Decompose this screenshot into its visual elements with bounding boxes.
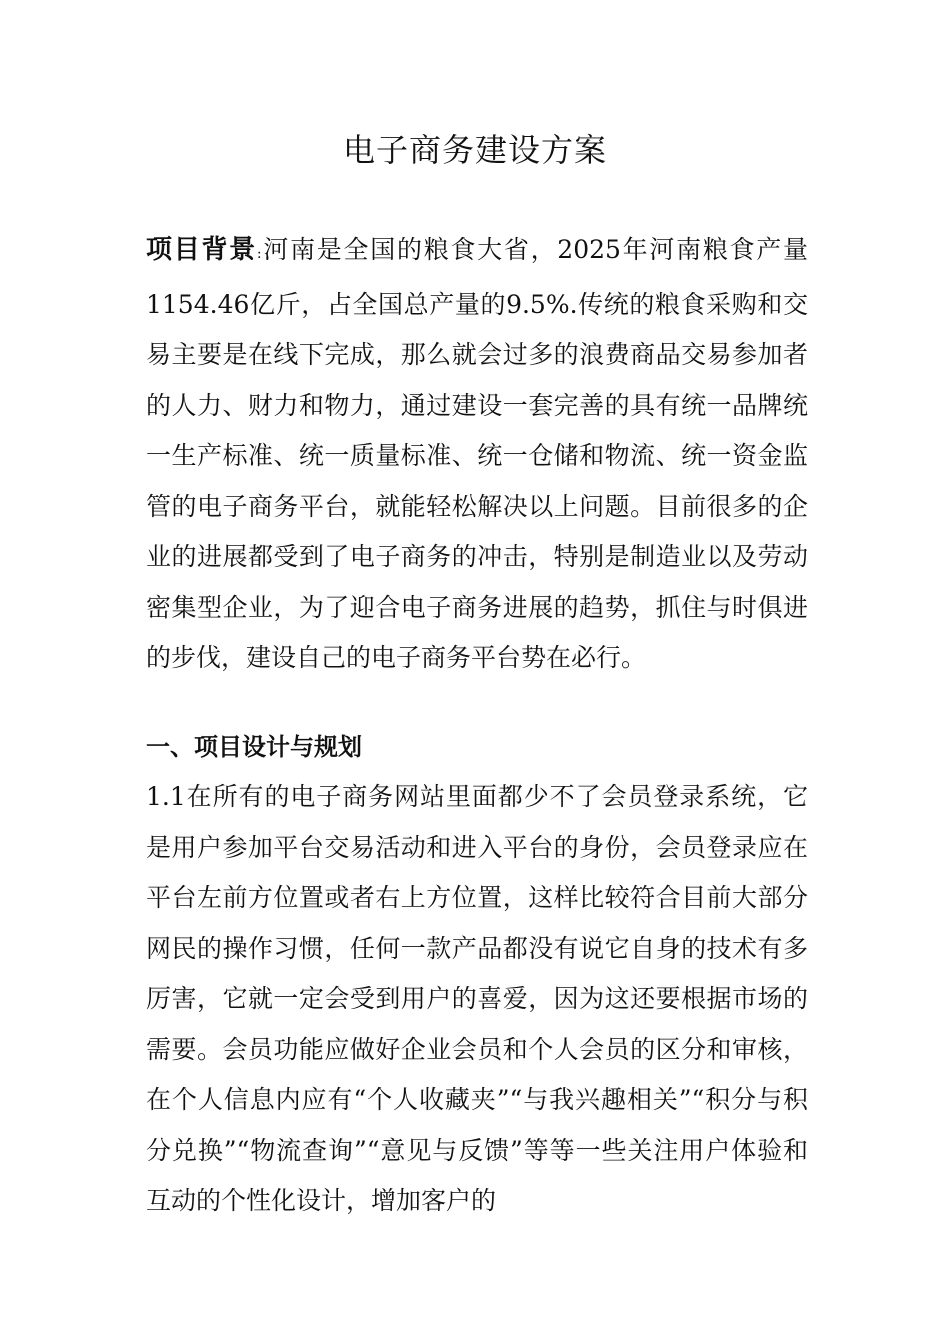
project-background-label: 项目背景 bbox=[146, 235, 257, 265]
project-background-text: 河南是全国的粮食大省，2025年河南粮食产量1154.46亿斤，占全国总产量的9.5%.传统的粮食采购和交易主要是在线下完成，那么就会过多的浪费商品交易参加者的人力、财力和物力，通过建设一套完善的具有统一品牌统一生产标准、统一质量标准、统一仓储和物流、统一资金监管的电子商务平台，就能轻松解决以上问题。目前很多的企业的进展都受到了电子商务的冲击，特别是制造业以及劳动密集型企业，为了迎合电子商务进展的趋势，抓住与时俱进的步伐，建设自己的电子商务平台势在必行。 bbox=[146, 235, 808, 672]
project-background-colon: : bbox=[256, 246, 262, 262]
section-heading-project-design: 一、项目设计与规划 bbox=[146, 732, 362, 761]
section-1-1-paragraph: 1.1在所有的电子商务网站里面都少不了会员登录系统，它是用户参加平台交易活动和进入平台的身份，会员登录应在平台左前方位置或者右上方位置，这样比较符合目前大部分网民的操作习惯，任何一款产品都没有说它自身的技术有多厉害，它就一定会受到用户的喜爱，因为这还要根据市场的需要。会员功能应做好企业会员和个人会员的区分和审核，在个人信息内应有“个人收藏夹”“与我兴趣相关”“积分与积分兑换”“物流查询”“意见与反馈”等等一些关注用户体验和互动的个性化设计，增加客户的 bbox=[146, 782, 808, 1215]
document-title: 电子商务建设方案 bbox=[342, 131, 607, 169]
project-background-paragraph bbox=[146, 225, 808, 684]
